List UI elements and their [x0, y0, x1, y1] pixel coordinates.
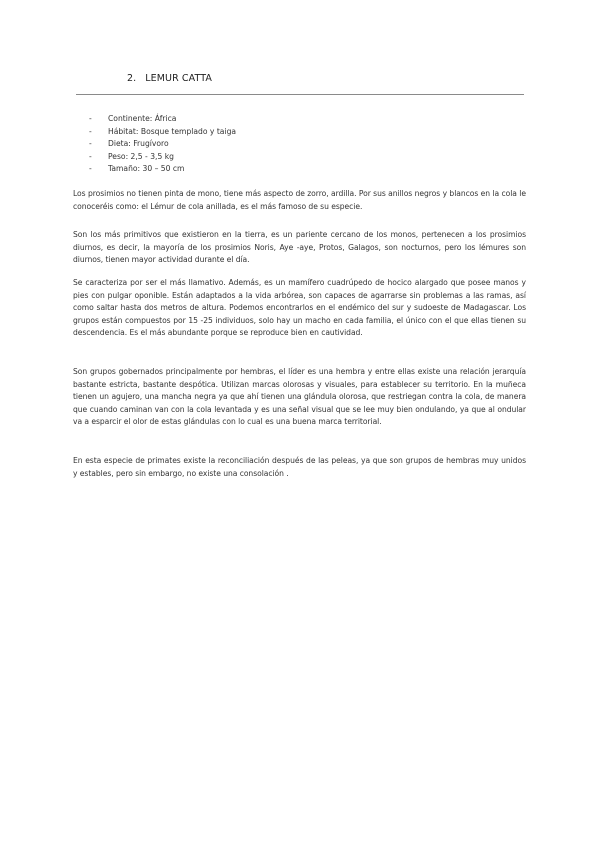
fact-text: Tamaño: 30 – 50 cm	[108, 164, 185, 174]
section-heading	[127, 73, 212, 84]
paragraph-appearance: Los prosimios no tienen pinta de mono, tiene más aspecto de zorro, ardilla. Por sus anillos negros y blancos en la cola le conoceréis como: el Lémur de cola anillada, es el más famoso de su especie.	[73, 189, 526, 211]
section-number: 2.	[127, 73, 137, 84]
facts-list	[89, 113, 236, 176]
paragraph-origin: Son los más primitivos que existieron en la tierra, es un pariente cercano de los monos, pertenecen a los prosimios diurnos, es decir, la mayoría de los prosimios Noris, Aye -aye, Protos, Galagos, son nocturnos, pero los lémures son diurnos, tienen mayor actividad durante el día.	[73, 230, 526, 265]
fact-text: Hábitat: Bosque templado y taiga	[108, 126, 237, 136]
fact-text: Dieta: Frugívoro	[108, 139, 169, 149]
paragraph-characteristics: Se caracteriza por ser el más llamativo. Además, es un mamífero cuadrúpedo de hocico alargado que posee manos y pies con pulgar oponible. Están adaptados a la vida arbórea, son capaces de agarrarse sin problemas a las ramas, así como saltar hasta dos metros de altura. Podemos encontrarlos en el endémico del sur y sudoeste de Madagascar. Los grupos están compuestos por 15 -25 individuos, solo hay un macho en cada familia, el único con el que ellas tienen su descendencia. Es el más abundante porque se reproduce bien en cautividad.	[73, 278, 526, 338]
list-bullet: -	[89, 139, 92, 149]
paragraph-social-structure: Son grupos gobernados principalmente por hembras, el líder es una hembra y entre ellas existe una relación jerarquía bastante estricta, bastante despótica. Utilizan marcas olorosas y visuales, para establecer su territorio. En la muñeca tienen un agujero, una mancha negra ya que ahí tienen una glándula olorosa, que restriegan contra la cola, de manera que cuando caminan van con la cola levantada y es una señal visual que se lee muy bien ondulando, ya que al ondular va a esparcir el olor de estas glándulas con lo cual es una buena marca territorial.	[73, 367, 526, 427]
heading-divider	[76, 94, 524, 95]
fact-item-continent	[89, 113, 236, 126]
paragraph-reconciliation: En esta especie de primates existe la reconciliación después de las peleas, ya que son grupos de hembras muy unidos y estables, pero sin embargo, no existe una consolación .	[73, 456, 526, 478]
fact-item-weight	[89, 151, 236, 164]
fact-item-size	[89, 163, 236, 176]
list-bullet: -	[89, 164, 92, 174]
list-bullet: -	[89, 114, 92, 123]
section-title: LEMUR CATTA	[145, 73, 213, 84]
fact-item-habitat	[89, 126, 236, 139]
fact-text: Continente: África	[108, 114, 177, 123]
fact-item-diet	[89, 138, 236, 151]
list-bullet: -	[89, 126, 92, 136]
fact-text: Peso: 2,5 - 3,5 kg	[108, 151, 174, 161]
list-bullet: -	[89, 151, 92, 161]
